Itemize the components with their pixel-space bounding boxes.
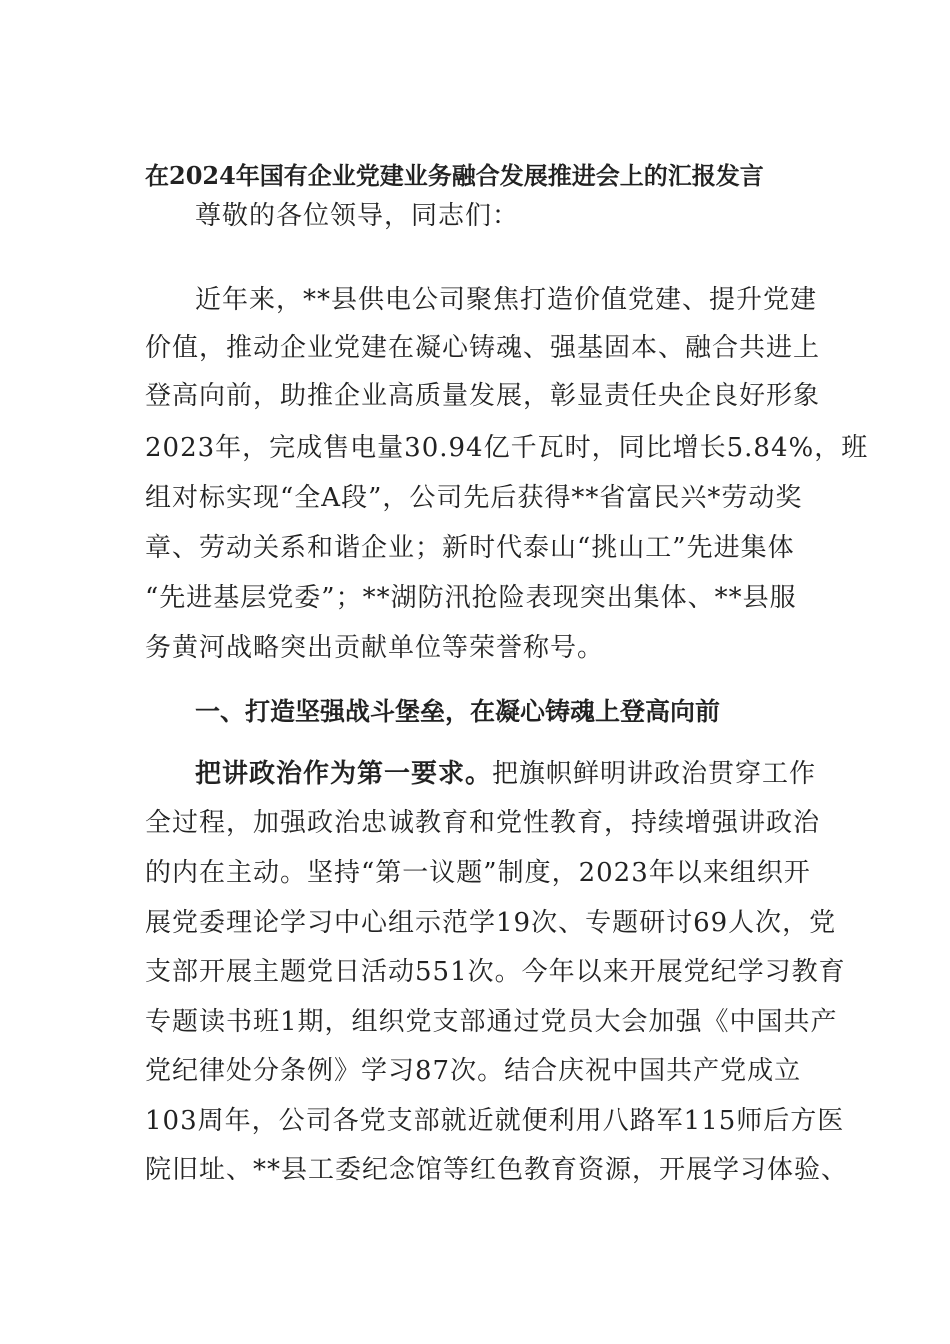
paragraph-line: 展党委理论学习中心组示范学19次、专题研讨69人次，党 [145, 908, 837, 938]
paragraph-line: 院旧址、**县工委纪念馆等红色教育资源，开展学习体验、 [145, 1155, 849, 1185]
paragraph-line: 专题读书班1期，组织党支部通过党员大会加强《中国共产 [145, 1007, 838, 1037]
intro-line: 价值，推动企业党建在凝心铸魂、强基固本、融合共进上 [145, 333, 821, 363]
paragraph-line: 党纪律处分条例》学习87次。结合庆祝中国共产党成立 [145, 1056, 802, 1086]
paragraph-line: 全过程，加强政治忠诚教育和党性教育，持续增强讲政治 [145, 808, 821, 838]
intro-line: 2023年，完成售电量30.94亿千瓦时，同比增长5.84%，班 [145, 433, 869, 463]
intro-line: “先进基层党委”；**湖防汛抢险表现突出集体、**县服 [145, 583, 797, 613]
section-heading: 一、打造坚强战斗堡垒，在凝心铸魂上登高向前 [195, 697, 721, 726]
paragraph-line: 103周年，公司各党支部就近就便利用八路军115师后方医 [145, 1106, 845, 1136]
intro-line: 登高向前，助推企业高质量发展，彰显责任央企良好形象 [145, 381, 821, 411]
intro-line: 章、劳动关系和谐企业；新时代泰山“挑山工”先进集体 [145, 533, 795, 563]
paragraph-first-text: 把旗帜鲜明讲政治贯穿工作 [492, 759, 817, 789]
paragraph-line: 支部开展主题党日活动551次。今年以来开展党纪学习教育 [145, 957, 846, 987]
salutation: 尊敬的各位领导，同志们： [195, 201, 520, 231]
document-title: 在2024年国有企业党建业务融合发展推进会上的汇报发言 [145, 161, 764, 190]
intro-line: 组对标实现“全A段”，公司先后获得**省富民兴*劳动奖 [145, 483, 803, 513]
paragraph-first-line [195, 754, 816, 794]
paragraph-line: 的内在主动。坚持“第一议题”制度，2023年以来组织开 [145, 858, 811, 888]
intro-line: 务黄河战略突出贡献单位等荣誉称号。 [145, 633, 605, 663]
intro-line: 近年来，**县供电公司聚焦打造价值党建、提升党建 [195, 285, 818, 315]
paragraph-lead: 把讲政治作为第一要求。 [195, 759, 493, 789]
